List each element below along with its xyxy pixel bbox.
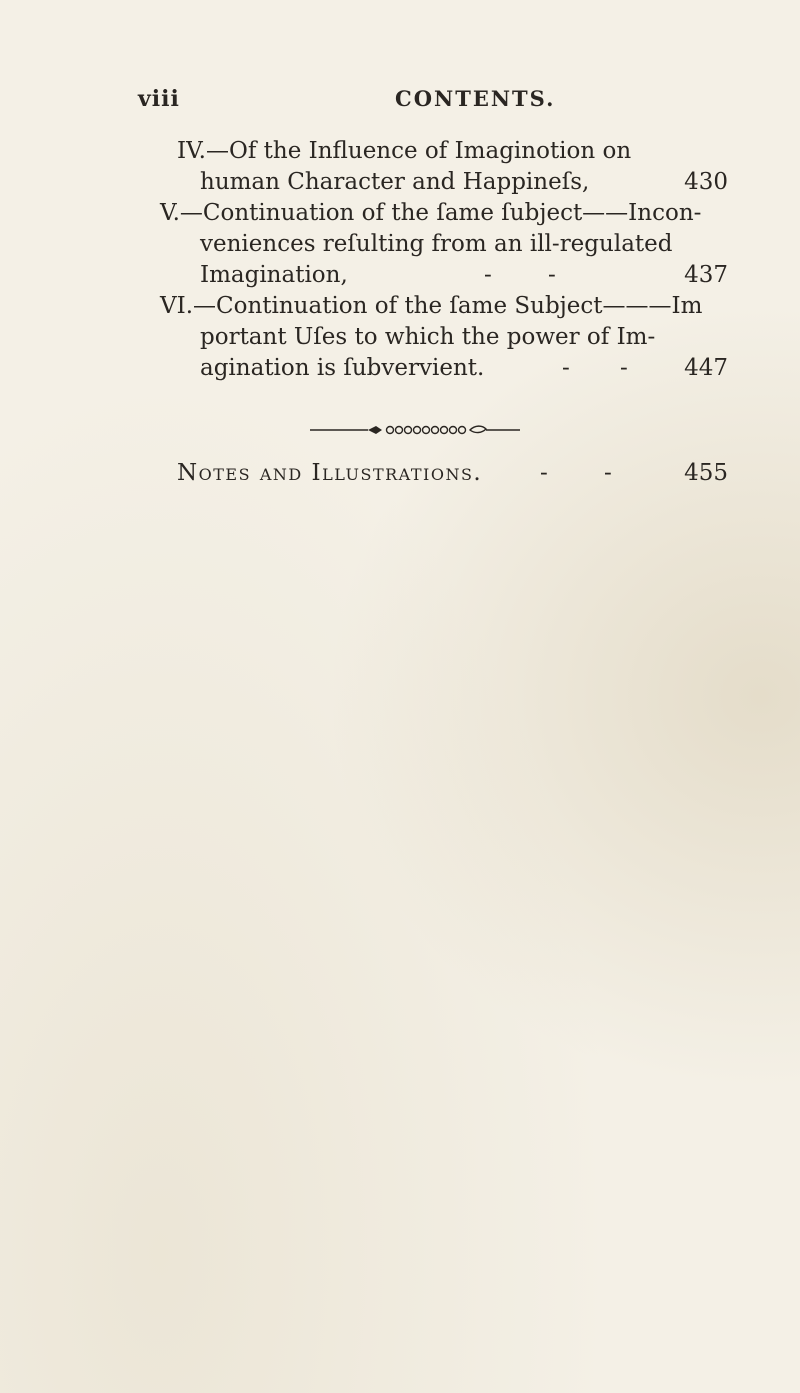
- entry-page-number: 437: [684, 262, 728, 288]
- running-head: [0, 86, 800, 116]
- entry-text-line: veniences reſulting from an ill-regulated: [200, 231, 673, 257]
- leader-dash: -: [484, 262, 492, 288]
- page-number: viii: [138, 86, 180, 112]
- notes-entry: [0, 456, 800, 490]
- leader-dash: -: [562, 355, 570, 381]
- contents-entry-v: [0, 198, 800, 291]
- entry-page-number: 430: [684, 169, 728, 195]
- ornament-divider: [310, 424, 520, 436]
- leader-dash: -: [620, 355, 628, 381]
- entry-text-line: V.—Continuation of the ſame ſubject——Incon-: [160, 200, 702, 226]
- notes-label: Notes and Illustrations.: [177, 460, 483, 486]
- running-title: CONTENTS.: [395, 86, 556, 111]
- entry-text-line: VI.—Continuation of the ſame Subject———Im: [160, 293, 703, 319]
- leader-dash: -: [604, 460, 612, 486]
- contents-list: [0, 136, 800, 384]
- notes-page-number: 455: [684, 460, 728, 486]
- entry-text-line: agination is ſubvervient.: [200, 355, 485, 381]
- entry-text-line: IV.—Of the Influence of Imaginotion on: [177, 138, 632, 164]
- contents-entry-vi: [0, 291, 800, 384]
- entry-text-line: portant Uſes to which the power of Im-: [200, 324, 656, 350]
- entry-text-line: Imagination,: [200, 262, 348, 288]
- contents-entry-iv: [0, 136, 800, 198]
- entry-text-line: human Character and Happineſs,: [200, 169, 590, 195]
- leader-dash: -: [540, 460, 548, 486]
- leader-dash: -: [548, 262, 556, 288]
- entry-page-number: 447: [684, 355, 728, 381]
